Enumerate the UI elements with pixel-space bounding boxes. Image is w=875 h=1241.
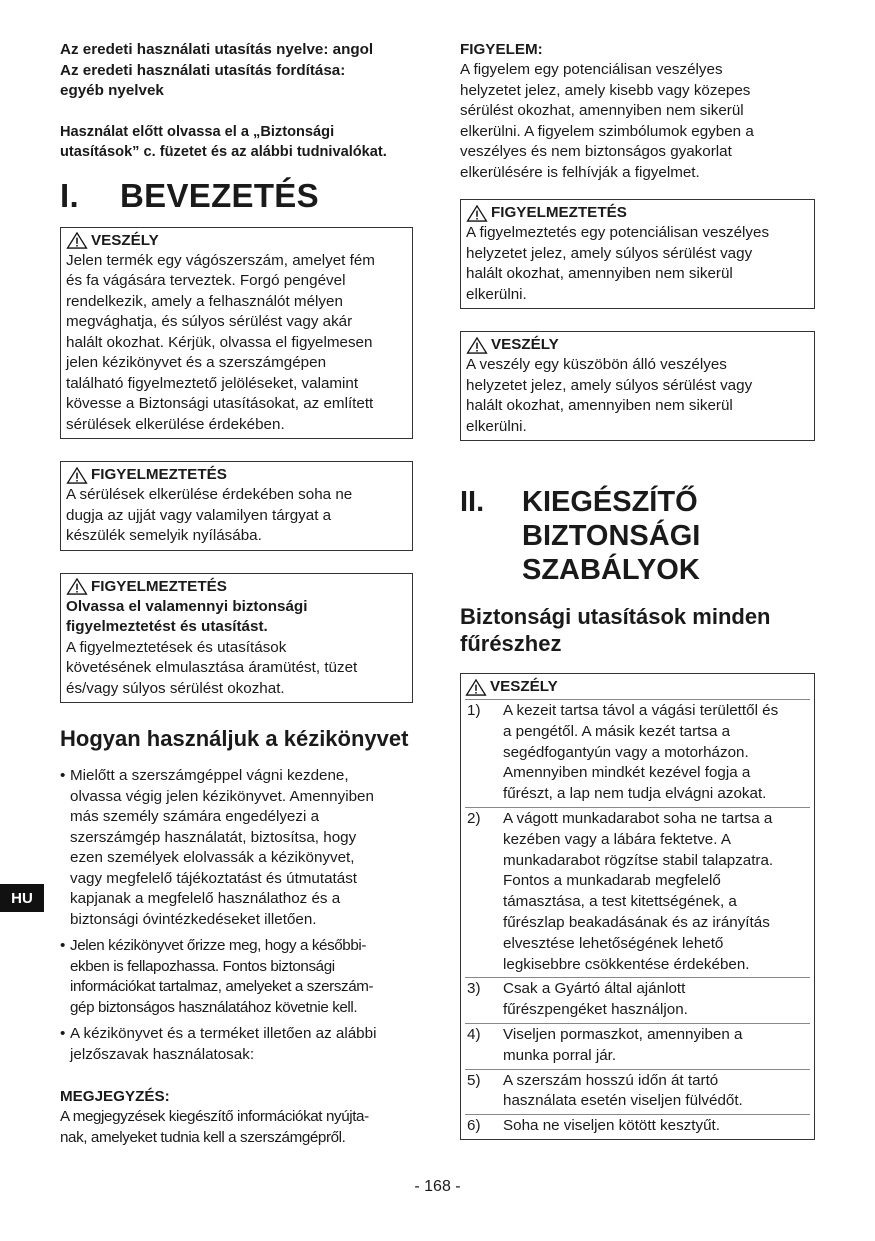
box-title: FIGYELMEZTETÉS (91, 577, 227, 595)
list-item: 3) Csak a Gyártó által ajánlott fűrészpengéket használjon. (465, 978, 810, 1024)
section-1-heading: I. BEVEZETÉS (60, 176, 319, 214)
right-column (460, 40, 815, 1162)
box-text: Jelen termék egy vágószerszám, amelyet fém és fa vágására terveztek. Forgó pengével rendelkezik, amely a felhasználót mélyen megvághatja, és súlyos sérülést vagy akár halált okozhat. Kérjük, olvassa el figyelmesen jelen kézikönyvet és a szerszámgépen található figyelmeztető jelöléseket, valamint kövesse a Biztonsági utasításokat, az említett sérülések elkerülése érdekében. (66, 251, 375, 433)
caution-text: A figyelem egy potenciálisan veszélyes helyzetet jelez, amely kisebb vagy közepes sérülést okozhat, amennyiben nem sikerül elkerülni. A figyelem szimbólumok egyben a veszélyes és nem biztonságos gyakorlat elkerülésére is felhívják a figyelmet. (460, 61, 754, 181)
warning-box-read-all (60, 573, 413, 704)
warning-definition-box (460, 199, 815, 309)
caution-label: FIGYELEM: (460, 41, 543, 58)
list-item: • A kézikönyvet és a terméket illetően az alábbi jelzőszavak használatosak: (60, 1025, 377, 1063)
box-text: A figyelmeztetés egy potenciálisan veszélyes helyzetet jelez, amely súlyos sérülést vagy halált okozhat, amennyiben nem sikerül elkerülni. (466, 224, 770, 303)
list-item: 1) A kezeit tartsa távol a vágási területtől és a pengétől. A másik kezét tartsa a segédfogantyún vagy a motorházon. Amennyiben mindkét kezével fogja a fűrészt, a lap nem tudja elvágni azokat. (465, 700, 810, 808)
left-column (60, 40, 413, 1148)
list-item: 5) A szerszám hosszú időn át tartó használata esetén viseljen fülvédőt. (465, 1070, 810, 1116)
box-text: A veszély egy küszöbön álló veszélyes helyzetet jelez, amely súlyos sérülést vagy halált okozhat, amennyiben nem sikerül elkerülni. (466, 356, 753, 435)
section-2-heading: II. KIEGÉSZÍTŐ BIZTONSÁGI SZABÁLYOK (460, 486, 701, 586)
language-tab: HU (0, 884, 44, 912)
warning-triangle-icon (66, 578, 88, 595)
saw-safety-heading: Biztonsági utasítások minden fűrészhez (460, 604, 771, 656)
danger-box-saw-rules (460, 673, 815, 1140)
danger-box-intro (60, 227, 413, 440)
list-item: 2) A vágott munkadarabot soha ne tartsa a kezében vagy a lábára fektetve. A munkadarabot rögzítse stabil talapzatra. Fontos a munkadarab megfelelő támasztása, a test kitettségének, a fűrészlap beakadásának és az irányítás elvesztése lehetőségének lehető legkisebbre csökkentése érdekében. (465, 808, 810, 978)
how-to-use-heading: Hogyan használjuk a kézikönyvet (60, 726, 409, 751)
list-item: 4) Viseljen pormaszkot, amennyiben a munka porral jár. (465, 1024, 810, 1070)
note-text: A megjegyzések kiegészítő információkat nyújta- nak, amelyeket tudnia kell a szerszámgépről. (60, 1108, 369, 1146)
box-text: A figyelmeztetések és utasítások követésének elmulasztása áramütést, tüzet és/vagy súlyos sérülést okozhat. (66, 638, 358, 697)
box-title: FIGYELMEZTETÉS (91, 466, 227, 483)
list-item: • Jelen kézikönyvet őrizze meg, hogy a későbbi- ekben is fellapozhassa. Fontos biztonsági információkat tartalmaz, amelyeket a szerszám- gép biztonságos használatához követnie kell. (60, 937, 374, 1016)
warning-triangle-icon (66, 467, 88, 484)
warning-triangle-icon (466, 337, 488, 354)
page-number: - 168 - (414, 1178, 461, 1195)
box-bold-text: Olvassa el valamennyi biztonsági figyelmeztetést és utasítást. (66, 597, 308, 635)
read-before-use-note: Használat előtt olvassa el a „Biztonsági utasítások” c. füzetet és az alábbi tudnivalókat. (60, 123, 387, 160)
list-item: • Mielőtt a szerszámgéppel vágni kezdene, olvassa végig jelen kézikönyvet. Amennyiben más személy számára engedélyezi a szerszámgép használatát, biztosítsa, hogy ezen személyek elolvassák a kézikönyvet, vagy megfelelő tájékoztatást és útmutatást kapjanak a megfelelő használathoz és a biztonsági óvintézkedéseket illetően. (60, 767, 374, 928)
warning-triangle-icon (465, 679, 487, 696)
box-title: FIGYELMEZTETÉS (491, 204, 627, 221)
note-label: MEGJEGYZÉS: (60, 1088, 170, 1105)
language-note: Az eredeti használati utasítás nyelve: angol Az eredeti használati utasítás fordítása: egyéb nyelvek (60, 41, 374, 99)
box-title: VESZÉLY (491, 336, 559, 353)
warning-triangle-icon (66, 232, 88, 249)
list-item: 6) Soha ne viseljen kötött kesztyűt. (467, 1117, 720, 1135)
box-text: A sérülések elkerülése érdekében soha ne dugja az ujját vagy valamilyen tárgyat a készülék semelyik nyílásába. (66, 486, 353, 544)
box-title: VESZÉLY (490, 678, 558, 695)
warning-triangle-icon (466, 205, 488, 222)
box-title: VESZÉLY (91, 231, 159, 249)
warning-box-openings (60, 461, 413, 551)
danger-definition-box (460, 331, 815, 441)
